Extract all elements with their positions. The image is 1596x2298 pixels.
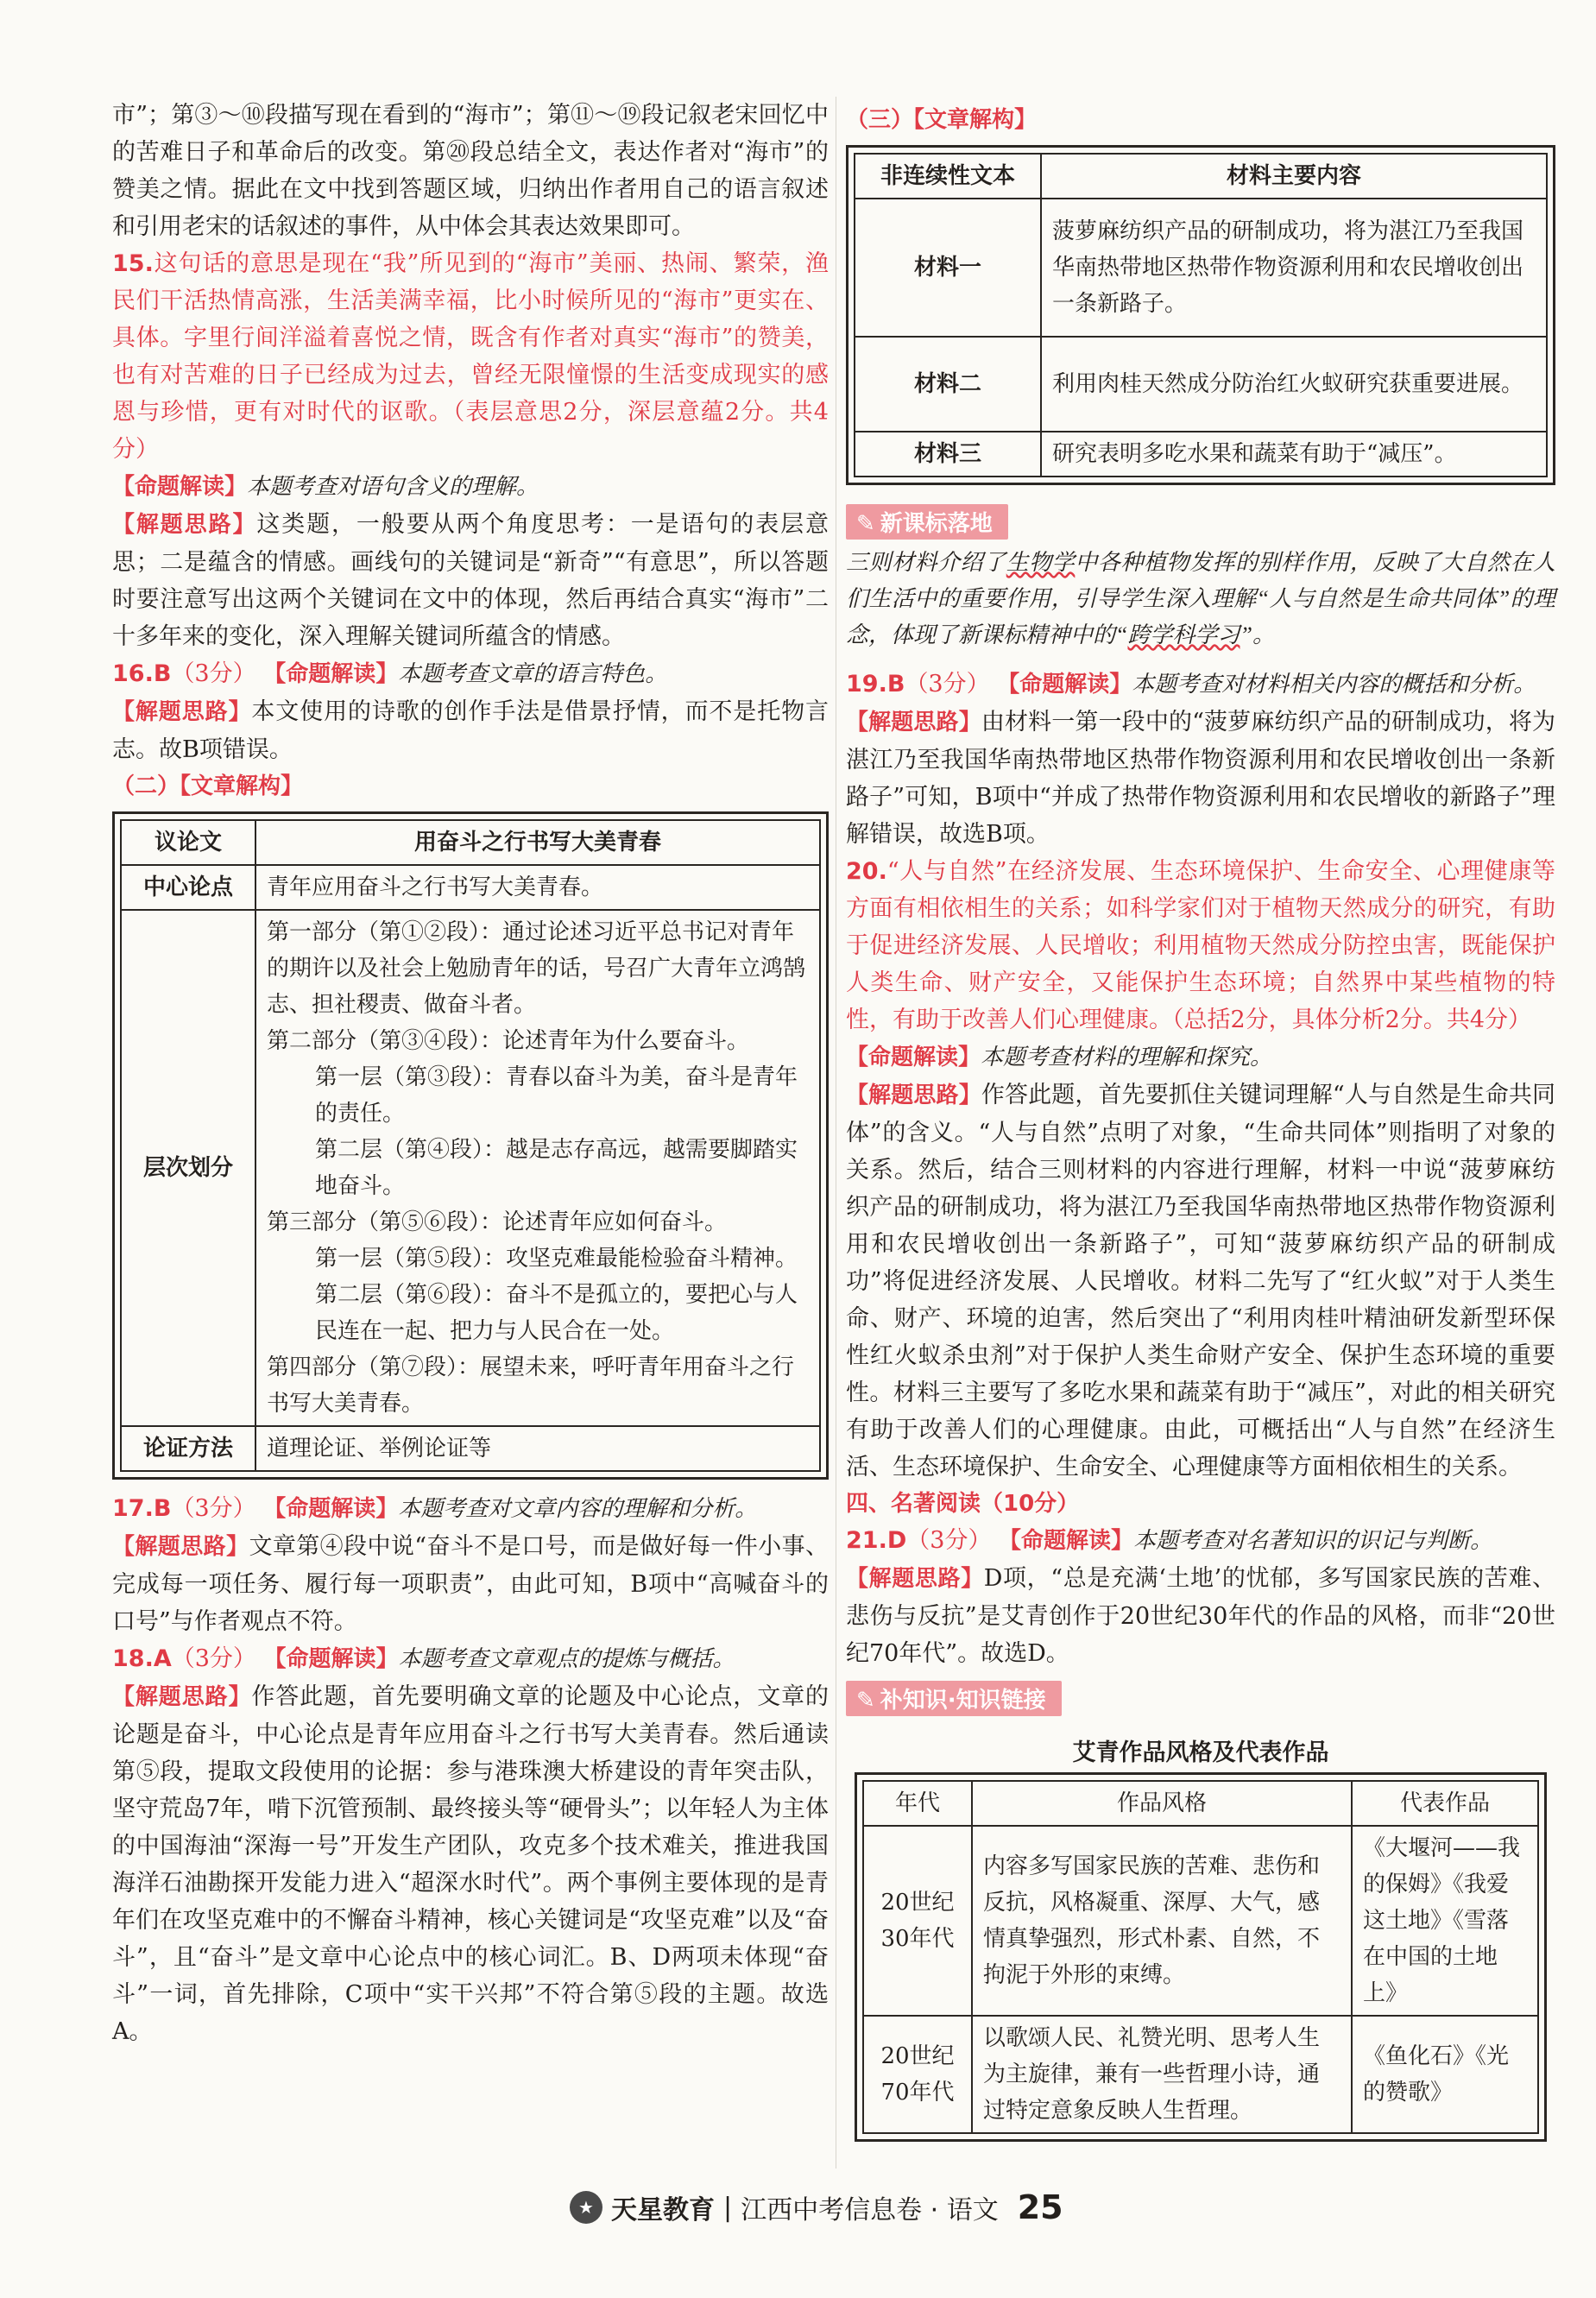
q15-mingti-text: 本题考查对语句含义的理解。 xyxy=(247,474,539,499)
q21-score: （3分） xyxy=(906,1527,992,1554)
q16-mingti-text: 本题考查文章的语言特色。 xyxy=(398,661,668,686)
aiqing-header-era: 年代 xyxy=(863,1781,972,1826)
q19-line xyxy=(846,666,1555,704)
q21-line xyxy=(846,1522,1555,1560)
q18-number: 18. xyxy=(112,1645,154,1672)
q15-answer-text: 这句话的意思是现在“我”所见到的“海市”美丽、热闹、繁荣，渔民们干活热情高涨，生活美满幸福，比小时候所见的“海市”更实在、具体。字里行间洋溢着喜悦之情，既含有作者对真实“海市”的赞美，也有对苦难的日子已经成为过去，曾经无限憧憬的生活变成现实的感恩与珍惜，更有对时代的讴歌。（表层意思2分，深层意蕴2分。共4分） xyxy=(112,250,829,463)
aiqing-era: 20世纪30年代 xyxy=(863,1826,972,2016)
layer-line: 第四部分（第⑦段）：展望未来，呼吁青年用奋斗之行书写大美青春。 xyxy=(267,1354,795,1417)
note-text: 中各种植物发挥的别样作用，反映了大自然在人们生活中的重要作用，引导学生深入理解“人与自然是生命共同体”的理念，体现了新课标精神中的“ xyxy=(846,550,1555,647)
structure-table-2 xyxy=(112,811,829,1480)
intro-paragraph: 市”；第③～⑩段描写现在看到的“海市”；第⑪～⑲段记叙老宋回忆中的苦难日子和革命后的改变。第⑳段总结全文，表达作者对“海市”的赞美之情。据此在文中找到答题区域，归纳出作者用自己的语言叙述和引用老宋的话叙述的事件，从中体会其表达效果即可。 xyxy=(112,102,829,240)
table2-center-label: 中心论点 xyxy=(121,865,255,910)
q18-mingti-text: 本题考查文章观点的提炼与概括。 xyxy=(398,1646,735,1671)
table3-row-text: 研究表明多吃水果和蔬菜有助于“减压”。 xyxy=(1041,432,1547,477)
q16-mingti-tag: 【命题解读】 xyxy=(263,661,399,687)
aiqing-style: 以歌颂人民、礼赞光明、思考人生为主旋律，兼有一些哲理小诗，通过特定意象反映人生哲理。 xyxy=(972,2016,1352,2133)
q15-answer xyxy=(112,245,829,468)
q15-siliu-tag: 【解题思路】 xyxy=(112,512,257,538)
table2-method-label: 论证方法 xyxy=(121,1426,255,1471)
left-column xyxy=(112,97,829,2050)
q20-siliu-text: 作答此题，首先要抓住关键词理解“人与自然是生命共同体”的含义。“人与自然”点明了对象，“生命共同体”则指明了对象的关系。然后，结合三则材料的内容进行理解，材料一中说“菠萝麻纺织产品的研制成功，将为湛江乃至我国华南热带地区热带作物资源利用和农民增收创出一条新路子”，可知“菠萝麻纺织产品的研制成功”将促进经济发展、人民增收。材料二先写了“红火蚁”对于人类生命、财产、环境的迫害，然后突出了“利用肉桂叶精油研发新型环保性红火蚁杀虫剂”对于保护人类生命财产安全、保护生态环境的重要性。材料三主要写了多吃水果和蔬菜有助于“减压”，对此的相关研究有助于改善人们的心理健康。由此，可概括出“人与自然”在经济生活、生态环境保护、生命安全、心理健康等方面相依相生的关系。 xyxy=(846,1082,1555,1480)
table3-row-label: 材料二 xyxy=(855,337,1041,432)
layer-line: 第一层（第⑤段）：攻坚克难最能检验奋斗精神。 xyxy=(315,1246,798,1272)
q21-siliu-tag: 【解题思路】 xyxy=(846,1566,984,1592)
q19-mingti-tag: 【命题解读】 xyxy=(997,672,1132,698)
table2-layers-cell xyxy=(255,910,820,1426)
structure-table-3 xyxy=(846,145,1555,485)
q21-siliu-text: D项，“总是充满‘土地’的忧郁，多写国家民族的苦难、悲伤与反抗”是艾青创作于20世纪30年代的作品的风格，而非“20世纪70年代”。故选D。 xyxy=(846,1565,1555,1667)
new-curriculum-banner xyxy=(846,504,1008,540)
q16-siliu-tag: 【解题思路】 xyxy=(112,699,252,725)
q20-mingti-tag: 【命题解读】 xyxy=(846,1045,981,1070)
pencil-icon: ✎ xyxy=(856,1688,875,1714)
q16-line xyxy=(112,655,829,693)
table2-header-type: 议论文 xyxy=(121,820,255,865)
q21-answer: D xyxy=(886,1527,907,1554)
q15-siliu-text: 这类题，一般要从两个角度思考：一是语句的表层意思；二是蕴含的情感。画线句的关键词是“新奇”“有意思”，所以答题时要注意写出这两个关键词在文中的体现，然后再结合真实“海市”二十多年来的变化，深入理解关键词所蕴含的情感。 xyxy=(112,511,829,650)
page-number: 25 xyxy=(1017,2188,1063,2226)
layer-line: 第一层（第③段）：青春以奋斗为美，奋斗是青年的责任。 xyxy=(315,1064,798,1127)
note-text: 三则材料介绍了 xyxy=(846,550,1006,575)
section3-heading: （三）【文章解构】 xyxy=(846,107,1038,133)
q18-siliu-text: 作答此题，首先要明确文章的论题及中心论点，文章的论题是奋斗，中心论点是青年应用奋斗之行书写大美青春。然后通读第⑤段，提取文段使用的论据：参与港珠澳大桥建设的青年突击队，坚守荒岛7年，啃下沉管预制、最终接头等“硬骨头”；以年轻人为主体的中国海油“深海一号”开发生产团队，攻克多个技术难关，推进我国海洋石油勘探开发能力进入“超深水时代”。两个事例主要体现的是青年们在攻坚克难中的不懈奋斗精神，核心关键词是“攻坚克难”以及“奋斗”，且“奋斗”是文章中心论点中的核心词汇。B、D两项未体现“奋斗”一词，首先排除，C项中“实干兴邦”不符合第⑤段的主题。故选A。 xyxy=(112,1683,829,2045)
table2-layers-label: 层次划分 xyxy=(121,910,255,1426)
q18-mingti-tag: 【命题解读】 xyxy=(263,1646,399,1672)
q20-answer xyxy=(846,853,1555,1039)
q18-siliu-tag: 【解题思路】 xyxy=(112,1684,252,1710)
q16-score: （3分） xyxy=(171,660,256,687)
pencil-icon: ✎ xyxy=(856,511,875,537)
q19-siliu-text: 由材料一第一段中的“菠萝麻纺织产品的研制成功，将为湛江乃至我国华南热带地区热带作物资源利用和农民增收创出一条新路子”可知，B项中“并成了热带作物资源利用和农民增收的新路子”理解错误，故选B项。 xyxy=(846,709,1555,848)
q21-mingti-text: 本题考查对名著知识的识记与判断。 xyxy=(1133,1528,1493,1553)
layer-line: 第一部分（第①②段）：通过论述习近平总书记对青年的期许以及社会上勉励青年的话，号召广大青年立鸿鹄志、担社稷责、做奋斗者。 xyxy=(267,919,806,1018)
q19-siliu xyxy=(846,704,1555,853)
q17-mingti-tag: 【命题解读】 xyxy=(263,1496,399,1522)
q20-answer-text: “人与自然”在经济发展、生态环境保护、生命安全、心理健康等方面有相依相生的关系；如科学家们对于植物天然成分的研究，有助于促进经济发展、人民增收；利用植物天然成分防控虫害，既能保护人类生命、财产安全，又能保护生态环境；自然界中某些植物的特性，有助于改善人们心理健康。（总括2分，具体分析2分。共4分） xyxy=(846,858,1555,1033)
q19-score: （3分） xyxy=(905,671,990,698)
note-keyword-biology: 生物学 xyxy=(1006,550,1076,575)
q16-siliu-text: 本文使用的诗歌的创作手法是借景抒情，而不是托物言志。故B项错误。 xyxy=(112,698,829,763)
table3-row-label: 材料一 xyxy=(855,199,1041,337)
q15-mingti xyxy=(112,468,829,506)
q18-siliu xyxy=(112,1678,829,2050)
footer-title: 江西中考信息卷 · 语文 xyxy=(741,2195,999,2225)
q15-number: 15. xyxy=(112,250,154,277)
page-footer xyxy=(570,2186,1105,2229)
table2-header-title: 用奋斗之行书写大美青春 xyxy=(255,820,820,865)
q17-siliu-text: 文章第④段中说“奋斗不是口号，而是做好每一件小事、完成每一项任务、履行每一项职责”，由此可知，B项中“高喊奋斗的口号”与作者观点不符。 xyxy=(112,1533,829,1635)
layer-line: 第二层（第④段）：越是志存高远，越需要脚踏实地奋斗。 xyxy=(315,1137,798,1199)
q17-line xyxy=(112,1490,829,1528)
aiqing-table xyxy=(855,1772,1547,2142)
q21-siliu xyxy=(846,1560,1555,1672)
section2-heading: （二）【文章解构】 xyxy=(112,773,304,799)
q19-answer: B xyxy=(886,671,905,698)
footer-brand: 天星教育 xyxy=(611,2195,715,2225)
note-keyword-interdisciplinary: 跨学科学习 xyxy=(1127,622,1240,647)
layer-line: 第三部分（第⑤⑥段）：论述青年应如何奋斗。 xyxy=(267,1209,728,1235)
new-curriculum-note xyxy=(846,545,1555,653)
layer-line: 第二部分（第③④段）：论述青年为什么要奋斗。 xyxy=(267,1028,750,1054)
table3-row-label: 材料三 xyxy=(855,432,1041,477)
q17-score: （3分） xyxy=(171,1495,256,1522)
table2-center-text: 青年应用奋斗之行书写大美青春。 xyxy=(255,865,820,910)
q17-mingti-text: 本题考查对文章内容的理解和分析。 xyxy=(398,1496,758,1521)
q16-siliu xyxy=(112,693,829,768)
star-logo-icon: ★ xyxy=(570,2191,602,2224)
aiqing-header-style: 作品风格 xyxy=(972,1781,1352,1826)
q18-score: （3分） xyxy=(171,1645,256,1672)
note-text: ”。 xyxy=(1240,622,1275,647)
layer-line: 第二层（第⑥段）：奋斗不是孤立的，要把心与人民连在一起、把力与人民合在一处。 xyxy=(315,1282,798,1344)
q16-number: 16. xyxy=(112,660,154,687)
aiqing-style: 内容多写国家民族的苦难、悲伤和反抗，风格凝重、深厚、大气，感情真挚强烈，形式朴素、自然，不拘泥于外形的束缚。 xyxy=(972,1826,1352,2016)
q15-mingti-tag: 【命题解读】 xyxy=(112,474,248,500)
q17-siliu-tag: 【解题思路】 xyxy=(112,1534,249,1560)
q17-answer: B xyxy=(153,1495,172,1522)
q20-mingti xyxy=(846,1039,1555,1076)
right-column xyxy=(846,102,1555,2142)
aiqing-era: 20世纪70年代 xyxy=(863,2016,972,2133)
aiqing-header-works: 代表作品 xyxy=(1352,1781,1538,1826)
table3-header-type: 非连续性文本 xyxy=(855,154,1041,199)
q20-number: 20. xyxy=(846,858,887,885)
table3-row-text: 利用肉桂天然成分防治红火蚁研究获重要进展。 xyxy=(1041,337,1547,432)
table2-method-text: 道理论证、举例论证等 xyxy=(255,1426,820,1471)
banner-label: 新课标落地 xyxy=(880,511,993,537)
section4-heading: 四、名著阅读（10分） xyxy=(846,1491,1080,1517)
q19-number: 19. xyxy=(846,671,887,698)
q20-siliu-tag: 【解题思路】 xyxy=(846,1083,981,1108)
knowledge-link-banner xyxy=(846,1681,1062,1716)
q18-line xyxy=(112,1640,829,1678)
q15-siliu xyxy=(112,506,829,655)
q21-mingti-tag: 【命题解读】 xyxy=(999,1528,1134,1554)
q19-siliu-tag: 【解题思路】 xyxy=(846,710,981,735)
q20-siliu xyxy=(846,1076,1555,1486)
q20-mingti-text: 本题考查材料的理解和探究。 xyxy=(981,1045,1273,1070)
q17-number: 17. xyxy=(112,1495,154,1522)
q18-answer: A xyxy=(153,1645,172,1672)
banner-label: 补知识·知识链接 xyxy=(880,1688,1046,1714)
table3-row-text: 菠萝麻纺织产品的研制成功，将为湛江乃至我国华南热带地区热带作物资源利用和农民增收创出一条新路子。 xyxy=(1041,199,1547,337)
q16-answer: B xyxy=(153,660,172,687)
footer-separator: | xyxy=(723,2192,733,2223)
table3-header-content: 材料主要内容 xyxy=(1041,154,1547,199)
aiqing-table-title: 艾青作品风格及代表作品 xyxy=(1072,1739,1329,1766)
aiqing-works: 《大堰河——我的保姆》《我爱这土地》《雪落在中国的土地上》 xyxy=(1352,1826,1538,2016)
q17-siliu xyxy=(112,1528,829,1640)
q19-mingti-text: 本题考查对材料相关内容的概括和分析。 xyxy=(1132,672,1536,697)
q21-number: 21. xyxy=(846,1527,887,1554)
aiqing-works: 《鱼化石》《光的赞歌》 xyxy=(1352,2016,1538,2133)
